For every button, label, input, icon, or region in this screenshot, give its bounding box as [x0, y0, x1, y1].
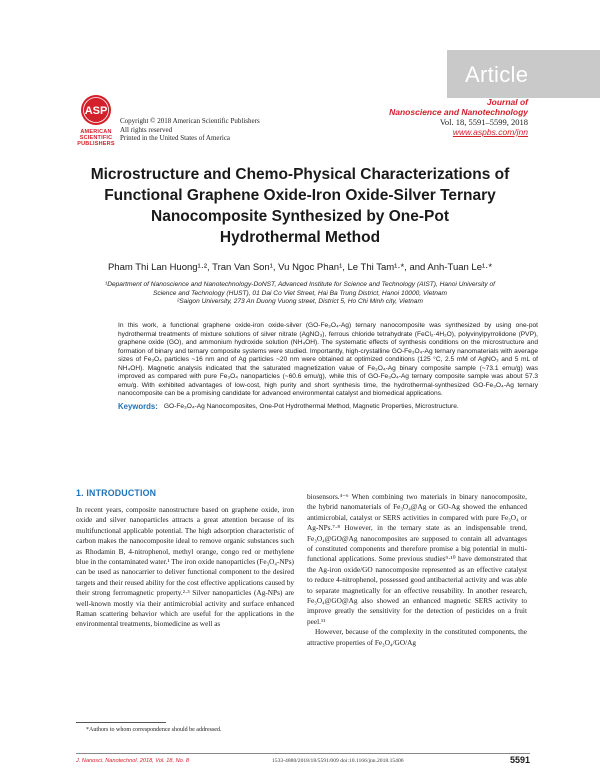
journal-volume: Vol. 18, 5591–5599, 2018	[439, 117, 528, 127]
page-number: 5591	[509, 755, 530, 765]
left-column	[76, 505, 294, 630]
logo-caption	[71, 129, 121, 147]
publisher-logo	[71, 94, 121, 147]
article-type-label: Article	[465, 62, 529, 87]
logo-caption-line: PUBLISHERS	[77, 141, 115, 147]
journal-name-line2: Nanoscience and Nanotechnology	[389, 107, 528, 117]
copyright-line: Printed in the United States of America	[120, 134, 231, 142]
abstract	[118, 322, 538, 411]
footer-divider	[76, 753, 530, 754]
keywords-text: GO-Fe₃O₄-Ag Nanocomposites, One-Pot Hydrothermal Method, Magnetic Properties, Microstructure.	[163, 402, 459, 410]
article-type-banner	[447, 50, 600, 98]
affiliations	[78, 281, 522, 307]
keywords	[118, 403, 538, 412]
title-line: Microstructure and Chemo-Physical Characterizations of	[90, 166, 510, 183]
title-line: Hydrothermal Method	[219, 229, 381, 246]
copyright-line: Copyright © 2018 American Scientific Publishers	[120, 117, 260, 125]
affiliation-line: ²Saigon University, 273 An Duong Vuong street, District 5, Ho Chi Minh city, Vietnam	[177, 298, 423, 305]
copyright-line: All rights reserved	[120, 125, 173, 134]
body-paragraph: biosensors.⁴⁻⁶ When combining two materials in binary nanocomposite, the hybrid nanomaterials of Fe₃O₄@Ag or GO-Ag showed the enhanced antimicrobial, catalyst or SERS activities in compared with pure Fe₃O₄ or Ag-NPs.⁷·⁸ However, in the ternary state as an indispensable trend, Fe₃O₄@GO@Ag nanocomposites are supposed to contain all advantages of constituted components and therefore promise a big potential in multi-functional applications. Some previous studies⁹·¹⁰ have demonstrated that the Ag-iron oxide/GO nanocomposite represented as an effective catalyst to reduce 4-nitrophenol, possessed good antibacterial activity and was able to separate magnetically for an effective reusability. In another research, Fe₃O₄@GO@Ag also showed an enhanced magnetic SERS activity to improve greatly the sensitivity for the detection of pesticides on a fruit peel.¹¹	[307, 492, 527, 626]
affiliation-line: Science and Technology (HUST), 01 Dai Co Viet Street, Hai Ba Trung District, Hanoi 10000, Vietnam	[152, 289, 448, 297]
copyright-notice	[120, 117, 260, 143]
footer-citation: J. Nanosci. Nanotechnol. 2018, Vol. 18, No. 8	[76, 758, 189, 764]
affiliation-line: ¹Department of Nanoscience and Nanotechnology-DoNST, Advanced Institute for Science and Technology (AIST), Hanoi University of	[105, 281, 495, 288]
author-list: Pham Thi Lan Huong¹·², Tran Van Son¹, Vu Ngoc Phan¹, Le Thi Tam¹·*, and Anh-Tuan Le¹·*	[107, 262, 493, 273]
journal-url-link[interactable]: www.aspbs.com/jnn	[452, 127, 528, 137]
keywords-label: Keywords:	[118, 401, 158, 411]
journal-name-line1: Journal of	[486, 97, 528, 107]
right-column	[307, 492, 527, 648]
title-line: Functional Graphene Oxide-Iron Oxide-Silver Ternary	[104, 187, 496, 204]
body-paragraph: However, because of the complexity in the constituted components, the attractive properties of Fe₃O₄/GO/Ag	[307, 627, 527, 647]
footnote-divider	[76, 722, 166, 723]
footer-identifiers: 1533-4880/2018/18/5591/009 doi:10.1166/jnn.2018.15406	[272, 758, 404, 764]
abstract-text: In this work, a functional graphene oxide-iron oxide-silver (GO-Fe₃O₄-Ag) ternary nanocomposite was synthesized by using one-pot hydrothermal treatments of mixture solutions of silver nitrate (AgNO₃), ferrous chloride tetrahydrate (FeCl₂·4H₂O), polyvinylpyrrolidone (PVP), graphene oxide (GO), and ammonium hydroxide solution (NH₄OH). The systematic effects of synthesis conditions on the microstructure and formation of binary and ternary composite systems were studied. Importantly, high-crystalline GO-Fe₃O₄-Ag ternary nanomaterials with average sizes of Fe₃O₄ particles ~16 nm and of Ag particles ~20 nm were obtained at optimized conditions (125 °C, 2.5 mM of AgNO₃ and 5 mL of NH₄OH). Magnetic analysis indicated that the saturated magnetization value of Fe₃O₄-Ag binary composite sample (~73.1 emu/g) was improved as compared with pure Fe₃O₄ nanoparticles (~60.6 emu/g), while this of GO-Fe₃O₄-Ag ternary composite sample was about 57.3 emu/g. With exhibited advantages of low-cost, high purity and short synthesis time, the hydrothermal-synthesized GO-Fe₃O₄-Ag ternary nanocomposite can be a promising candidate for advanced environmental catalyst and biomedical applications.	[118, 322, 538, 398]
logo-caption-line: SCIENTIFIC	[79, 135, 113, 141]
article-title	[60, 164, 540, 248]
logo-caption-line: AMERICAN	[80, 129, 112, 135]
correspondence-footnote: *Authors to whom correspondence should be addressed.	[86, 727, 222, 733]
asp-logo-icon	[71, 94, 121, 128]
body-paragraph: In recent years, composite nanostructure based on graphene oxide, iron oxide and silver nanoparticles attracts a great attention because of its multifunctional applicable potential. The high adsorption characteristic of carbon makes the nanocomposite ideal to remove organic substances such as Rhodamin B, 4-nitrophenol, methyl orange, congo red or methylene blue in the contaminated water.¹ The iron oxide nanoparticles (Fe₃O₄-NPs) can be used as nanocarrier to deliver functional component to the desired targets and their reused ability for the cost effective applications caused by their strong ferromagnetic property.²·³ Silver nanoparticles (Ag-NPs) are well-known mostly via their antimicrobial activity and surface enhanced Raman scattering behavior which are useful for the applications in the environmental treatments, biomedicine as well as	[76, 505, 294, 629]
title-line: Nanocomposite Synthesized by One-Pot	[151, 208, 449, 225]
journal-info	[389, 97, 528, 137]
section-heading: 1. INTRODUCTION	[76, 488, 157, 498]
logo-text: ASP	[84, 105, 108, 117]
page-footer	[76, 755, 530, 770]
